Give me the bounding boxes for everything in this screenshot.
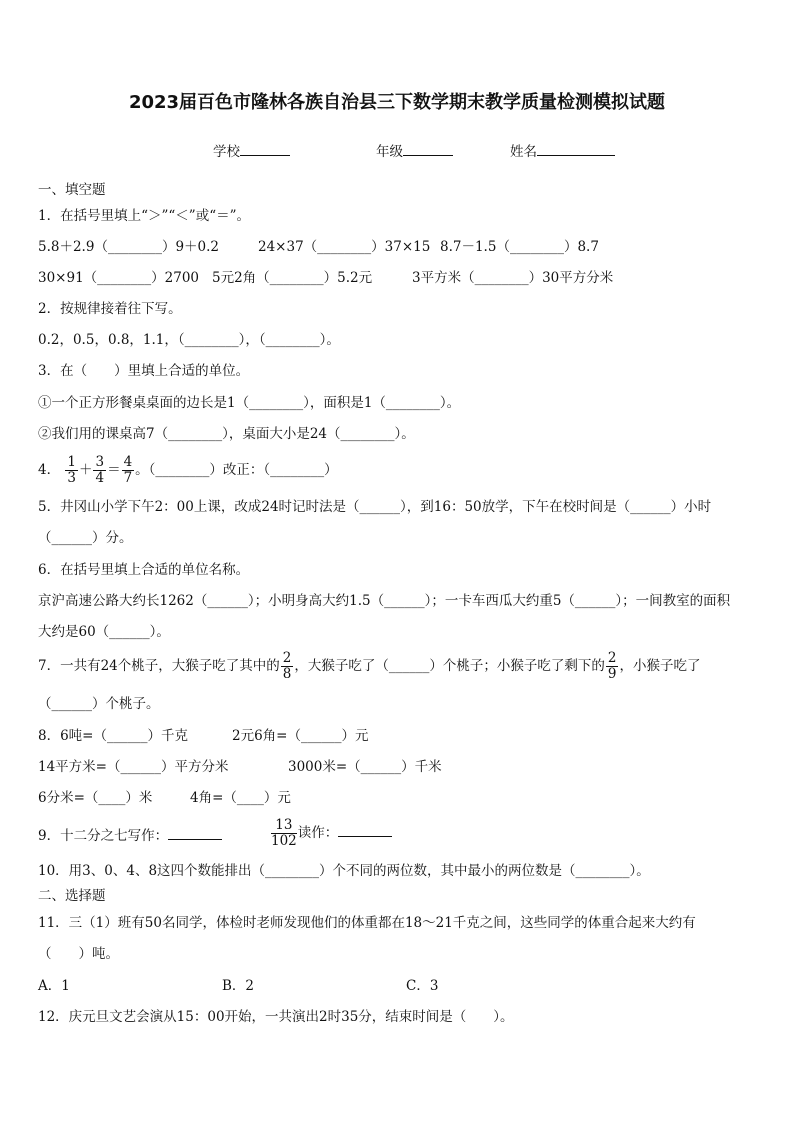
- q1-item: 30×91（________）2700: [38, 270, 200, 286]
- q1-item: 3平方米（________）30平方分米: [412, 270, 614, 286]
- q4-prefix: 4．: [38, 462, 61, 478]
- section-heading-choice: 二、选择题: [38, 888, 106, 904]
- fraction-numerator: 2: [282, 650, 292, 666]
- q11-option-c[interactable]: C．3: [406, 978, 439, 994]
- q6-stem: 6．在括号里填上合适的单位名称。: [38, 562, 250, 578]
- q1-item: 24×37（________）37×15: [258, 239, 431, 255]
- fraction: [271, 818, 297, 849]
- school-label: 学校: [213, 144, 240, 160]
- grade-label: 年级: [376, 144, 403, 160]
- fraction: [606, 651, 619, 682]
- section-heading-fill: 一、填空题: [38, 182, 106, 198]
- fraction-numerator: 13: [271, 818, 297, 834]
- name-blank[interactable]: [537, 141, 615, 156]
- q7-text-c: ，小猴子吃了: [619, 658, 701, 674]
- q3-item-a: ①一个正方形餐桌桌面的边长是1（________），面积是1（________）。: [38, 395, 461, 411]
- q9-text-a: 9．十二分之七写作：: [38, 828, 169, 844]
- q11-option-b[interactable]: B．2: [222, 978, 255, 994]
- fraction-denominator: 3: [67, 470, 76, 486]
- q5-line2: （______）分。: [38, 530, 133, 546]
- fraction: [93, 455, 106, 486]
- q1-item: 8.7－1.5（________）8.7: [440, 239, 599, 255]
- q4: [38, 452, 338, 488]
- q1-stem: 1．在括号里填上“＞”“＜”或“＝”。: [38, 208, 250, 224]
- q6-line2: 大约是60（______）。: [38, 624, 170, 640]
- grade-blank[interactable]: [403, 141, 453, 156]
- q8-item: 6分米=（____）米: [38, 790, 153, 806]
- q9-blank-1[interactable]: [168, 825, 222, 840]
- q2-stem: 2．按规律接着往下写。: [38, 301, 182, 317]
- q6-line1: 京沪高速公路大约长1262（______）；小明身高大约1.5（______）；一卡车西瓜大约重5（______）；一间教室的面积: [38, 593, 731, 609]
- q8-item: 3000米=（______）千米: [288, 759, 442, 775]
- name-label: 姓名: [510, 144, 537, 160]
- fraction-numerator: 4: [123, 454, 133, 470]
- q9-part-b: [270, 815, 392, 851]
- school-field: [213, 140, 290, 160]
- q11-line2: （ ）吨。: [38, 946, 119, 962]
- school-blank[interactable]: [240, 141, 290, 156]
- q7-text-a: 7．一共有24个桃子，大猴子吃了其中的: [38, 658, 280, 674]
- q5-line1: 5．井冈山小学下午2：00上课，改成24时记时法是（______），到16：50放学，下午在校时间是（______）小时: [38, 499, 712, 515]
- plus-sign: ＋: [78, 462, 93, 478]
- fraction-denominator: 4: [95, 470, 105, 486]
- q8-item: 14平方米=（______）平方分米: [38, 759, 229, 775]
- fraction-denominator: 9: [607, 666, 617, 682]
- q3-stem: 3．在（ ）里填上合适的单位。: [38, 363, 250, 379]
- fraction-numerator: 3: [95, 454, 105, 470]
- q8-item: 4角=（____）元: [190, 790, 291, 806]
- fraction-numerator: 2: [607, 650, 617, 666]
- fraction: [281, 651, 294, 682]
- q8-item: 2元6角=（______）元: [232, 728, 369, 744]
- fraction: [65, 455, 78, 486]
- q7-line1: [38, 648, 700, 684]
- q1-item: 5.8＋2.9（________）9＋0.2: [38, 239, 219, 255]
- fraction-denominator: 7: [123, 470, 133, 486]
- q12: 12．庆元旦文艺会演从15：00开始，一共演出2时35分，结束时间是（ ）。: [38, 1009, 514, 1025]
- fraction-numerator: 1: [67, 454, 76, 470]
- q7-line2: （______）个桃子。: [38, 696, 160, 712]
- q10: 10．用3、0、4、8这四个数能排出（________）个不同的两位数，其中最小的两位数是（________）。: [38, 863, 650, 879]
- exam-title: 2023届百色市隆林各族自治县三下数学期末教学质量检测模拟试题: [128, 92, 666, 113]
- q3-item-b: ②我们用的课桌高7（________），桌面大小是24（________）。: [38, 426, 415, 442]
- q7-text-b: ，大猴子吃了（______）个桃子；小猴子吃了剩下的: [294, 658, 605, 674]
- q9-text-b: 读作：: [297, 825, 339, 841]
- q11-line1: 11．三（1）班有50名同学，体检时老师发现他们的体重都在18～21千克之间，这些同学的体重合起来大约有: [38, 915, 696, 931]
- equal-sign: ＝: [107, 462, 121, 478]
- q2-body: 0.2，0.5，0.8，1.1，（________），（________）。: [38, 332, 340, 348]
- grade-field: [376, 140, 453, 160]
- fraction-denominator: 102: [271, 833, 297, 849]
- name-field: [510, 140, 615, 160]
- q1-item: 5元2角（________）5.2元: [212, 270, 373, 286]
- fraction-denominator: 8: [282, 666, 292, 682]
- q9-blank-2[interactable]: [338, 822, 392, 837]
- q8-item: 8．6吨=（______）千克: [38, 728, 188, 744]
- q9-part-a: [38, 825, 222, 846]
- fraction: [122, 455, 135, 486]
- q11-option-a[interactable]: A．1: [38, 978, 70, 994]
- q4-suffix: 。（________）改正：（________）: [135, 462, 338, 478]
